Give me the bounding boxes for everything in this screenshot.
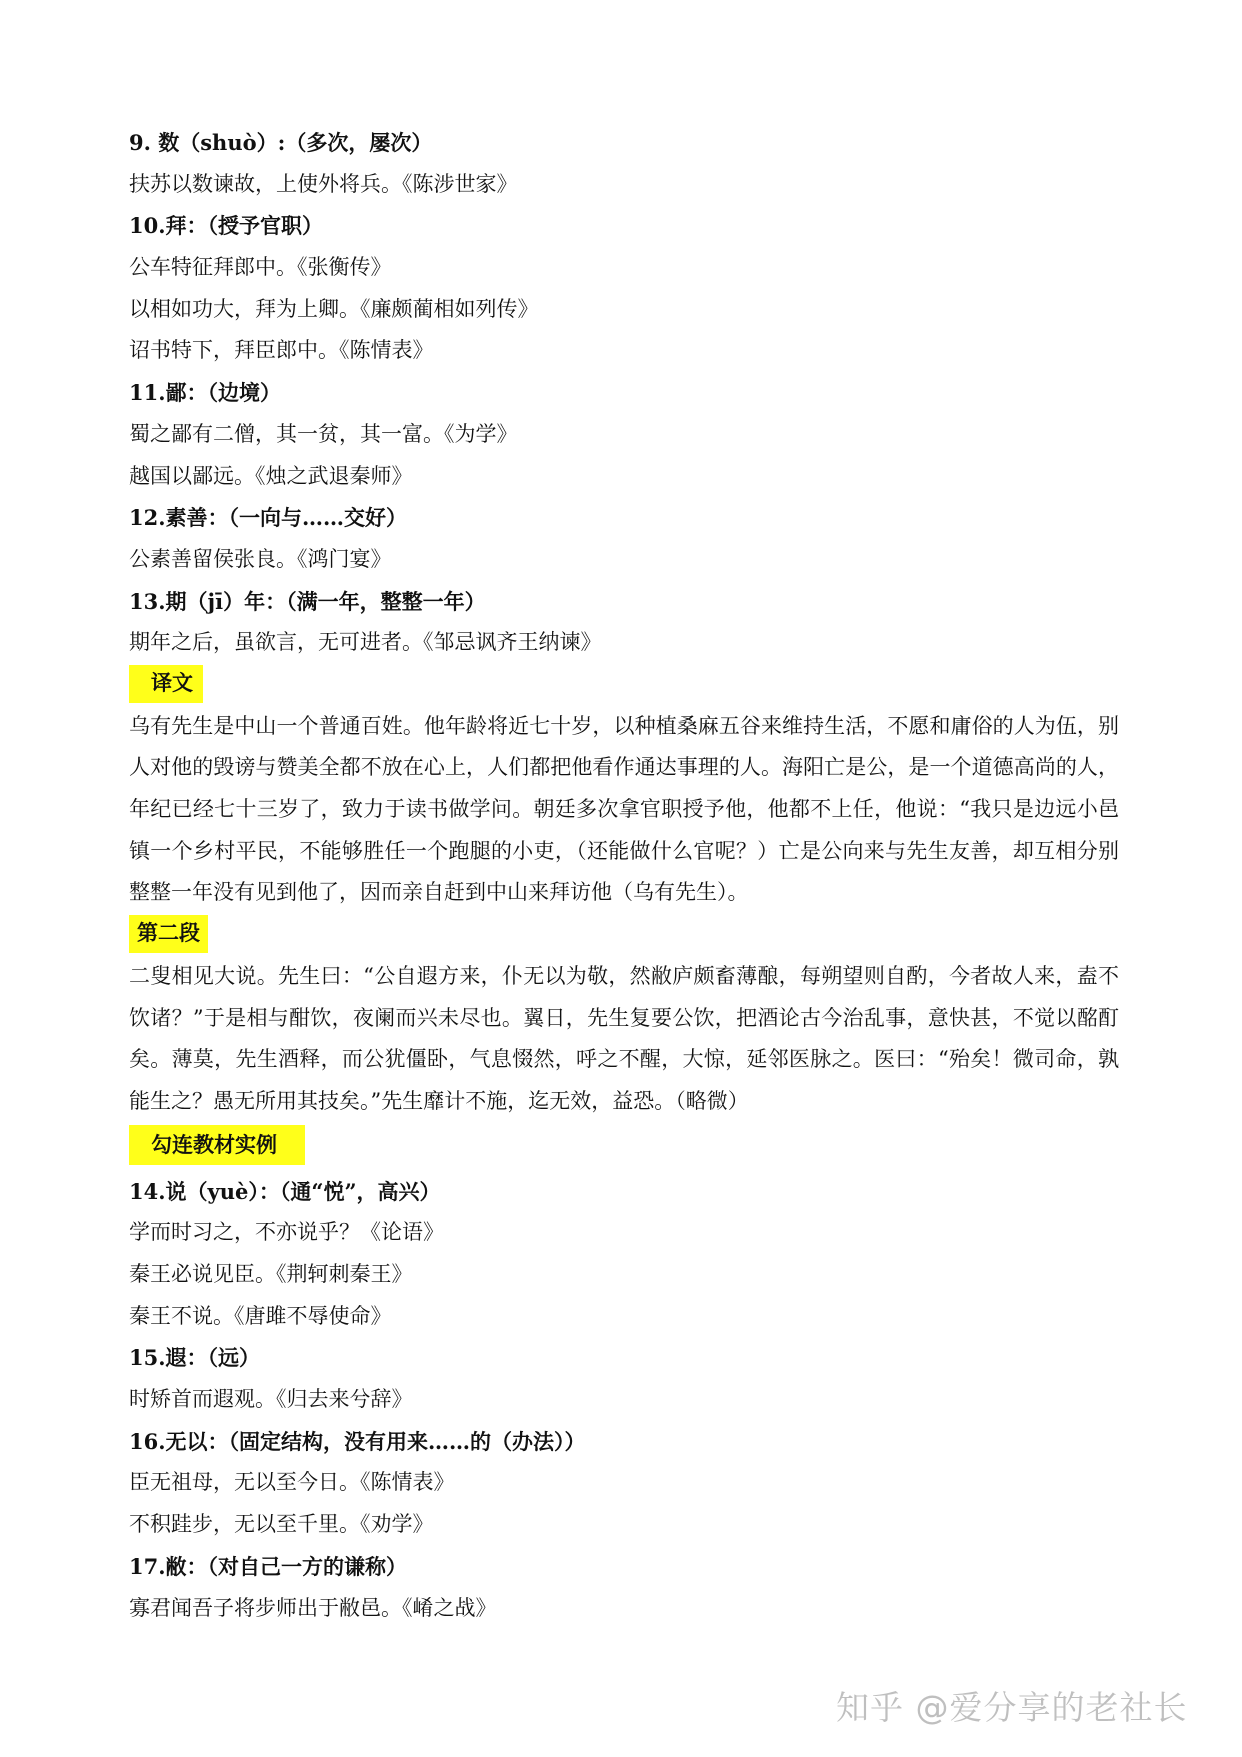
section-translation-title: 译文 [129,665,203,703]
vocab-entry-heading: 13.期（jī）年：（满一年，整整一年） [129,588,486,614]
translation-paragraph: 乌有先生是中山一个普通百姓。他年龄将近七十岁，以种植桑麻五谷来维持生活，不愿和庸俗的人为伍，别人对他的毁谤与赞美全都不放在心上，人们都把他看作通达事理的人。海阳亡是公，是一个道德高尚的人，年纪已经七十三岁了，致力于读书做学问。朝廷多次拿官职授予他，他都不上任，他说：“我只是边远小邑镇一个乡村平民，不能够胜任一个跑腿的小吏，（还能做什么官呢？）亡是公向来与先生友善，却互相分别整整一年没有见到他了，因而亲自赶到中山来拜访他（乌有先生）。 [129,713,1119,905]
vocab-entry-example: 学而时习之，不亦说乎？《论语》 [129,1220,444,1245]
vocab-entry-example: 秦王必说见臣。《荆轲刺秦王》 [129,1262,413,1287]
vocab-entry-heading: 17.敝：（对自己一方的谦称） [129,1553,408,1579]
vocab-entry-heading: 10.拜：（授予官职） [129,213,324,239]
vocab-entry-example: 蜀之鄙有二僧，其一贫，其一富。《为学》 [129,421,518,446]
vocab-entry-heading: 11.鄙：（边境） [129,380,282,406]
vocab-entry-heading: 16.无以：（固定结构，没有用来……的（办法）） [129,1428,586,1454]
section-examples-title: 勾连教材实例 [129,1125,305,1165]
document-page [129,122,1119,1629]
vocab-entry-example: 期年之后，虽欲言，无可进者。《邹忌讽齐王纳谏》 [129,630,602,655]
section-second-header [129,914,1119,956]
vocab-entry-heading: 9. 数（shuò）:（多次，屡次） [129,130,433,155]
vocab-entry-example: 诏书特下，拜臣郎中。《陈情表》 [129,338,434,363]
vocab-entries-group-2 [129,1171,1119,1630]
vocab-entry-heading: 14.说（yuè）：（通“悦”，高兴） [129,1178,441,1204]
vocab-entry-example: 秦王不说。《唐雎不辱使命》 [129,1303,392,1328]
vocab-entry-example: 越国以鄙远。《烛之武退秦师》 [129,463,413,488]
vocab-entry-heading: 12.素善：（一向与……交好） [129,505,408,531]
vocab-entry-heading: 15.遐：（远） [129,1345,261,1371]
section-translation-header [129,664,1119,706]
vocab-entry-example: 以相如功大，拜为上卿。《廉颇蔺相如列传》 [129,296,539,321]
vocab-entry-example: 寡君闻吾子将步师出于敝邑。《崤之战》 [129,1595,497,1620]
vocab-entry-example: 公素善留侯张良。《鸿门宴》 [129,546,392,571]
second-paragraph: 二叟相见大说。先生曰：“公自遐方来，仆无以为敬，然敝庐颇畜薄酿，每朔望则自酌，今者故人来，盍不饮诸？”于是相与酣饮，夜阑而兴未尽也。翼日，先生复要公饮，把酒论古今治乱事，意快甚，不觉以酩酊矣。薄莫，先生酒释，而公犹僵卧，气息惙然，呼之不醒，大惊，延邻医脉之。医曰：“殆矣！微司命，孰能生之？愚无所用其技矣。”先生靡计不施，迄无效，益恐。（略微） [129,963,1119,1113]
vocab-entries-group-1 [129,122,1119,664]
vocab-entry-example: 扶苏以数谏故，上使外将兵。《陈涉世家》 [129,171,518,196]
watermark-text: 知乎 @爱分享的老社长 [836,1688,1188,1727]
vocab-entry-example: 臣无祖母，无以至今日。《陈情表》 [129,1470,455,1495]
section-examples-header [129,1123,1119,1171]
vocab-entry-example: 公车特征拜郎中。《张衡传》 [129,255,392,280]
vocab-entry-example: 不积跬步，无以至千里。《劝学》 [129,1512,434,1537]
section-second-title: 第二段 [129,915,208,953]
vocab-entry-example: 时矫首而遐观。《归去来兮辞》 [129,1387,413,1412]
